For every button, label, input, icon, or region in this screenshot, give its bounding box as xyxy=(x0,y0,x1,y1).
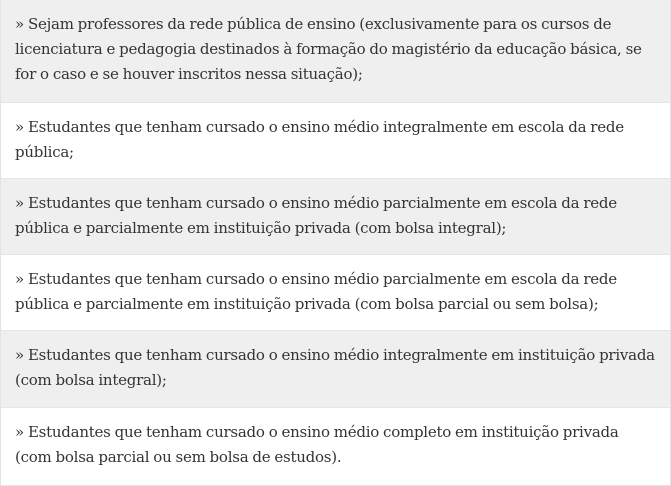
list-item: » Estudantes que tenham cursado o ensino médio completo em instituição privada (com bolsa parcial ou sem bolsa de estudos). xyxy=(1,408,670,486)
list-item: » Estudantes que tenham cursado o ensino médio parcialmente em escola da rede pública e parcialmente em instituição privada (com bolsa parcial ou sem bolsa); xyxy=(1,255,670,331)
list-item: » Estudantes que tenham cursado o ensino médio integralmente em escola da rede pública; xyxy=(1,103,670,179)
list-item: » Sejam professores da rede pública de ensino (exclusivamente para os cursos de licenciatura e pedagogia destinados à formação do magistério da educação básica, se for o caso e se houver inscritos nessa situação); xyxy=(1,0,670,103)
list-item: » Estudantes que tenham cursado o ensino médio parcialmente em escola da rede pública e parcialmente em instituição privada (com bolsa integral); xyxy=(1,179,670,255)
list-item: » Estudantes que tenham cursado o ensino médio integralmente em instituição privada (com bolsa integral); xyxy=(1,331,670,408)
